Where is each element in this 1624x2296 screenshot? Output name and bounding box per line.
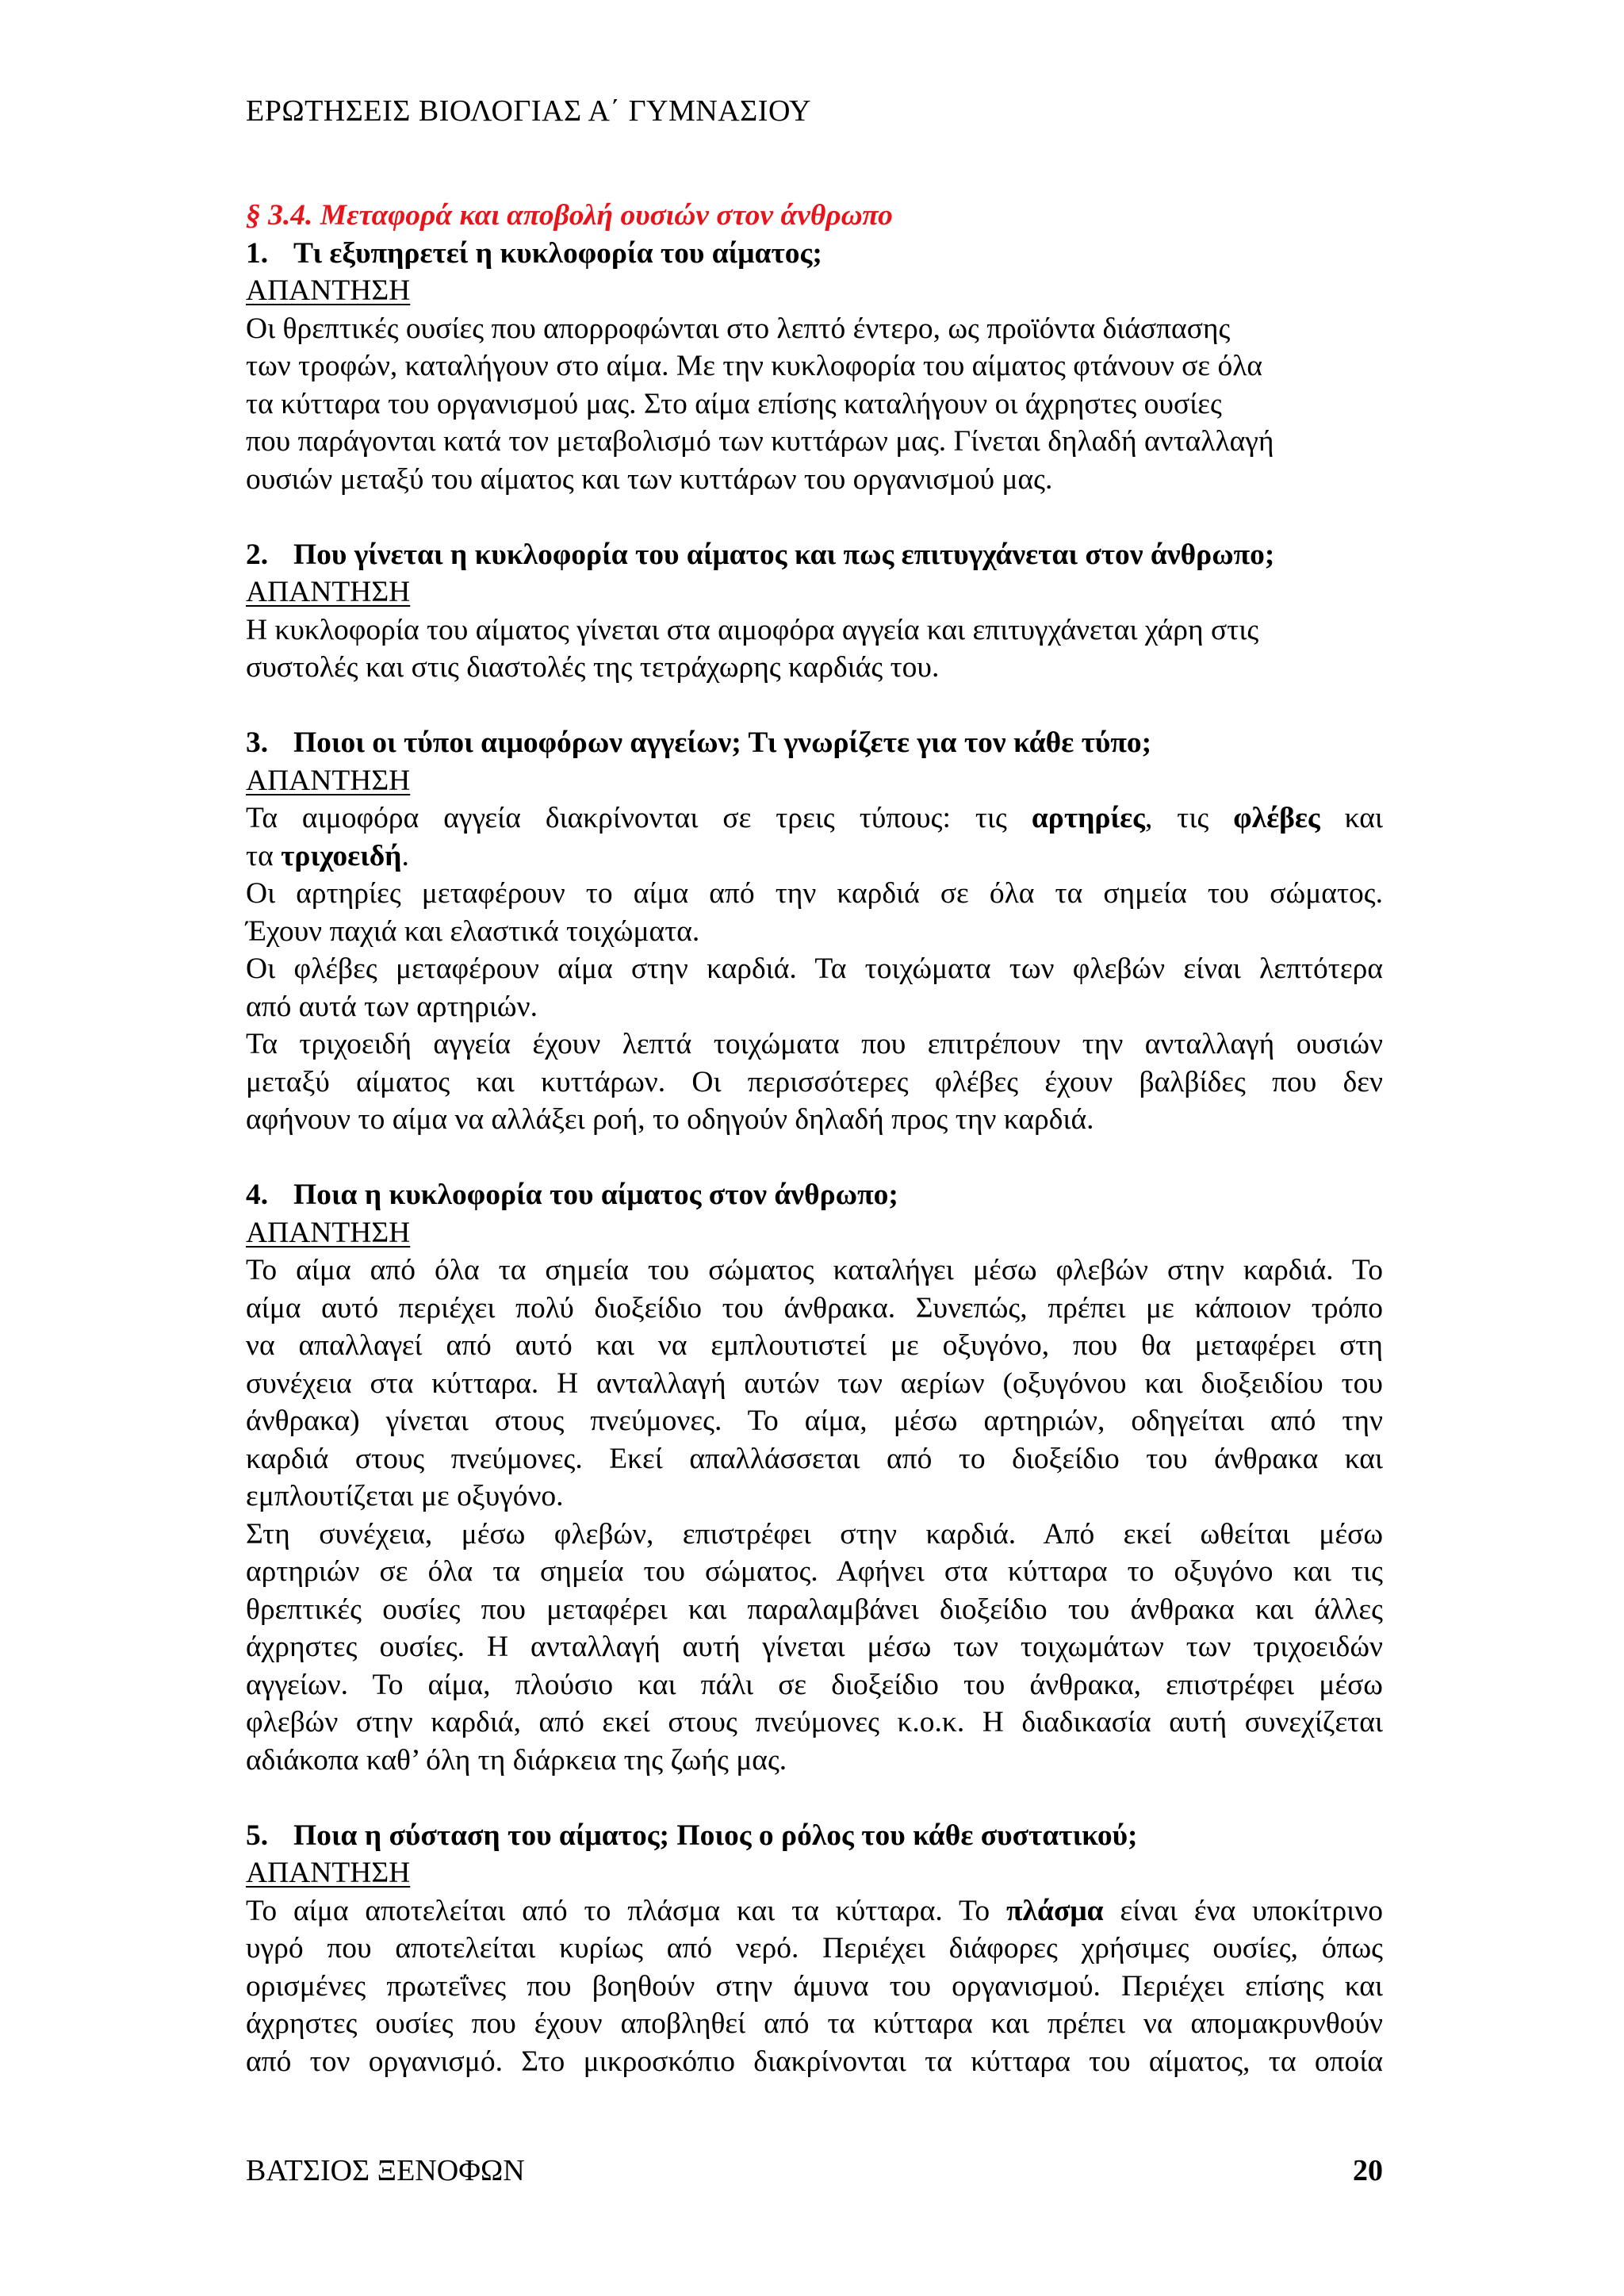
term-veins: φλέβες (1233, 802, 1320, 834)
footer-author: ΒΑΤΣΙΟΣ ΞΕΝΟΦΩΝ (246, 2154, 525, 2187)
answer-line: Οι θρεπτικές ουσίες που απορροφώνται στο λεπτό έντερο, ως προϊόντα διάσπασης (246, 312, 1231, 345)
question-text: Ποια η κυκλοφορία του αίματος στον άνθρωπο; (293, 1179, 898, 1211)
answer-line: Τα τριχοειδή αγγεία έχουν λεπτά τοιχώματα που επιτρέπουν την ανταλλαγή ουσιών (246, 1028, 1383, 1060)
question-heading (246, 536, 1383, 574)
answer-label: ΑΠΑΝΤΗΣΗ (246, 1216, 411, 1249)
answer-line: θρεπτικές ουσίες που μεταφέρει και παραλαμβάνει διοξείδιο του άνθρακα και άλλες (246, 1593, 1383, 1626)
answer-label: ΑΠΑΝΤΗΣΗ (246, 764, 411, 797)
answer-label: ΑΠΑΝΤΗΣΗ (246, 274, 411, 307)
question-block-5 (246, 1817, 1383, 2081)
answer-line: άχρηστες ουσίες. Η ανταλλαγή αυτή γίνεται μέσω των τοιχωμάτων των τριχοειδών (246, 1631, 1383, 1663)
term-arteries: αρτηρίες (1031, 802, 1145, 834)
answer-line: αρτηριών σε όλα τα σημεία του σώματος. Αφήνει στα κύτταρα το οξυγόνο και τις (246, 1555, 1383, 1588)
question-block-4 (246, 1176, 1383, 1779)
text-run: , τις (1144, 802, 1234, 834)
question-heading (246, 724, 1383, 762)
answer-text (246, 611, 1383, 687)
answer-line: Η κυκλοφορία του αίματος γίνεται στα αιμοφόρα αγγεία και επιτυγχάνεται χάρη στις (246, 613, 1259, 646)
answer-text (246, 1892, 1383, 2081)
answer-line (246, 799, 1383, 838)
text-run: Το αίμα αποτελείται από το πλάσμα και τα κύτταρα. Το (246, 1894, 1007, 1927)
question-text: Ποιοι οι τύποι αιμοφόρων αγγείων; Τι γνωρίζετε για τον κάθε τύπο; (293, 726, 1152, 759)
question-number: 5. (246, 1819, 269, 1852)
question-text: Ποια η σύσταση του αίματος; Ποιος ο ρόλος του κάθε συστατικού; (293, 1819, 1138, 1852)
answer-line: των τροφών, καταλήγουν στο αίμα. Με την κυκλοφορία του αίματος φτάνουν σε όλα (246, 350, 1263, 382)
answer-line: φλεβών στην καρδιά, από εκεί στους πνεύμονες κ.ο.κ. Η διαδικασία αυτή συνεχίζεται (246, 1706, 1383, 1738)
answer-line: συνέχεια στα κύτταρα. Η ανταλλαγή αυτών των αερίων (οξυγόνου και διοξειδίου του (246, 1366, 1383, 1400)
section-title: § 3.4. Μεταφορά και αποβολή ουσιών στον άνθρωπο (246, 199, 893, 232)
answer-line: υγρό που αποτελείται κυρίως από νερό. Περιέχει διάφορες χρήσιμες ουσίες, όπως (246, 1932, 1383, 1964)
answer-line: Στη συνέχεια, μέσω φλεβών, επιστρέφει στην καρδιά. Από εκεί ωθείται μέσω (246, 1517, 1383, 1550)
term-plasma: πλάσμα (1006, 1894, 1104, 1927)
answer-line: Οι αρτηρίες μεταφέρουν το αίμα από την καρδιά σε όλα τα σημεία του σώματος. (246, 877, 1383, 910)
answer-line: καρδιά στους πνεύμονες. Εκεί απαλλάσσεται από το διοξείδιο του άνθρακα και (246, 1442, 1383, 1475)
answer-line: από αυτά των αρτηριών. (246, 990, 538, 1023)
answer-line: αγγείων. Το αίμα, πλούσιο και πάλι σε διοξείδιο του άνθρακα, επιστρέφει μέσω (246, 1668, 1383, 1701)
answer-line: τα κύτταρα του οργανισμού μας. Στο αίμα επίσης καταλήγουν οι άχρηστες ουσίες (246, 387, 1222, 420)
answer-line (246, 838, 1383, 876)
answer-text (246, 310, 1383, 499)
page-content (246, 197, 1383, 2080)
answer-line: ουσιών μεταξύ του αίματος και των κυττάρων του οργανισμού μας. (246, 462, 1053, 496)
answer-line: συστολές και στις διαστολές της τετράχωρης καρδιάς του. (246, 651, 940, 684)
answer-line: αδιάκοπα καθ’ όλη τη διάρκεια της ζωής μας. (246, 1743, 787, 1777)
answer-line: Οι φλέβες μεταφέρουν αίμα στην καρδιά. Τα τοιχώματα των φλεβών είναι λεπτότερα (246, 953, 1383, 985)
answer-label: ΑΠΑΝΤΗΣΗ (246, 1857, 411, 1889)
answer-line: εμπλουτίζεται με οξυγόνο. (246, 1480, 564, 1512)
answer-line: από τον οργανισμό. Στο μικροσκόπιο διακρίνονται τα κύτταρα του αίματος, τα οποία (246, 2045, 1383, 2078)
text-run: Τα αιμοφόρα αγγεία διακρίνονται σε τρεις τύπους: τις (246, 802, 1032, 834)
answer-line: μεταξύ αίματος και κυττάρων. Οι περισσότερες φλέβες έχουν βαλβίδες που δεν (246, 1065, 1383, 1098)
text-run: . (401, 839, 409, 872)
answer-line: να απαλλαγεί από αυτό και να εμπλουτιστεί με οξυγόνο, που θα μεταφέρει στη (246, 1329, 1383, 1362)
question-heading (246, 1176, 1383, 1214)
question-heading (246, 1817, 1383, 1855)
answer-line (246, 1892, 1383, 1930)
question-block-1 (246, 235, 1383, 499)
text-run: και (1320, 802, 1383, 834)
answer-line: άνθρακα) γίνεται στους πνεύμονες. Το αίμα, μέσω αρτηριών, οδηγείται από την (246, 1405, 1383, 1437)
question-heading (246, 235, 1383, 273)
term-capillaries: τριχοειδή (281, 839, 402, 872)
question-number: 4. (246, 1179, 269, 1211)
answer-line: Έχουν παχιά και ελαστικά τοιχώματα. (246, 914, 700, 948)
page-number: 20 (1353, 2154, 1383, 2187)
answer-line: ορισμένες πρωτεΐνες που βοηθούν στην άμυνα του οργανισμού. Περιέχει επίσης και (246, 1969, 1383, 2003)
answer-line: αφήνουν το αίμα να αλλάξει ροή, το οδηγούν δηλαδή προς την καρδιά. (246, 1103, 1094, 1136)
answer-text (246, 799, 1383, 1139)
answer-text (246, 1251, 1383, 1779)
text-run: τα (246, 839, 282, 872)
question-number: 3. (246, 726, 269, 759)
answer-line: αίμα αυτό περιέχει πολύ διοξείδιο του άνθρακα. Συνεπώς, πρέπει με κάποιον τρόπο (246, 1291, 1383, 1324)
question-text: Που γίνεται η κυκλοφορία του αίματος και πως επιτυγχάνεται στον άνθρωπο; (293, 538, 1275, 571)
question-text: Τι εξυπηρετεί η κυκλοφορία του αίματος; (293, 236, 822, 270)
text-run: είναι ένα υποκίτρινο (1103, 1894, 1383, 1927)
page-header: ΕΡΩΤΗΣΕΙΣ ΒΙΟΛΟΓΙΑΣ Α΄ ΓΥΜΝΑΣΙΟΥ (246, 94, 811, 128)
question-number: 2. (246, 538, 269, 571)
question-block-2 (246, 536, 1383, 687)
answer-label: ΑΠΑΝΤΗΣΗ (246, 576, 411, 608)
question-number: 1. (246, 236, 269, 270)
question-block-3 (246, 724, 1383, 1139)
answer-line: που παράγονται κατά τον μεταβολισμό των κυττάρων μας. Γίνεται δηλαδή ανταλλαγή (246, 425, 1274, 458)
answer-line: Το αίμα από όλα τα σημεία του σώματος καταλήγει μέσω φλεβών στην καρδιά. Το (246, 1254, 1383, 1286)
answer-line: άχρηστες ουσίες που έχουν αποβληθεί από τα κύτταρα και πρέπει να απομακρυνθούν (246, 2007, 1383, 2040)
